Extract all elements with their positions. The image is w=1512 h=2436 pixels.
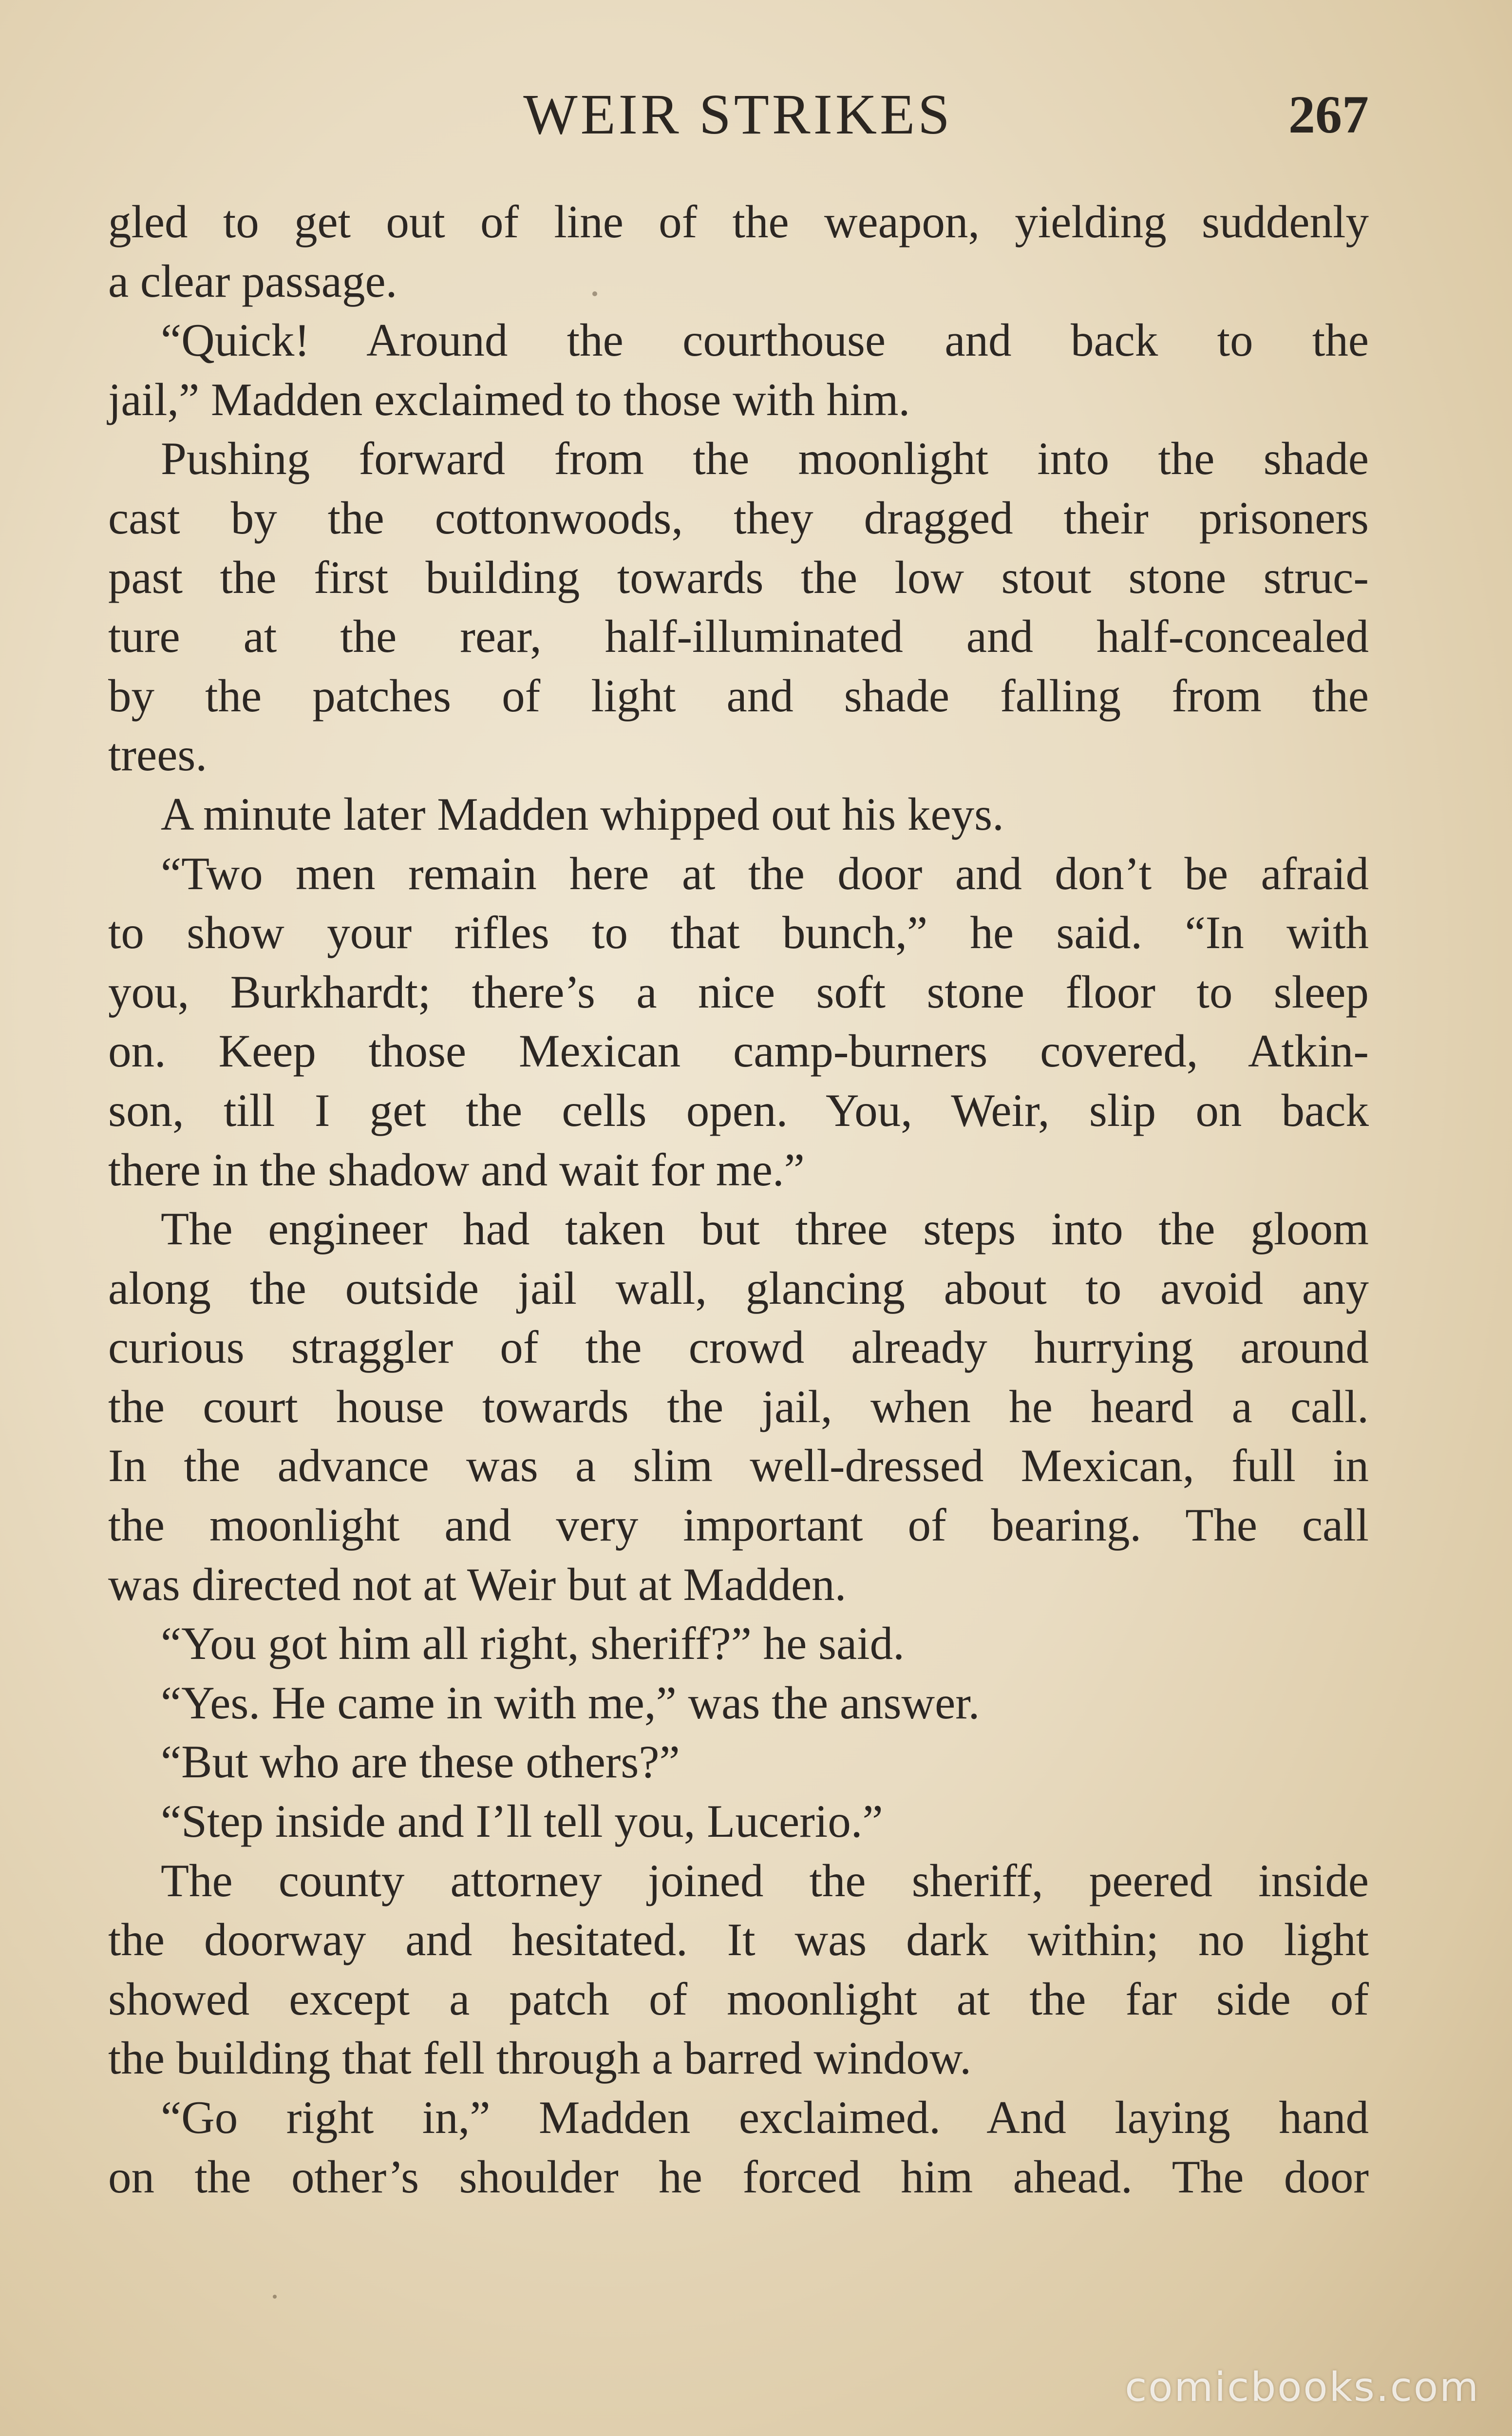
text-line: cast by the cottonwoods, they dragged their prisoners <box>108 492 1369 544</box>
text-line: Pushing forward from the moonlight into the shade <box>161 433 1369 485</box>
text-line: The engineer had taken but three steps into the gloom <box>161 1203 1369 1255</box>
text-line: the moonlight and very important of bearing. The call <box>108 1499 1369 1551</box>
text-line: A minute later Madden whipped out his keys. <box>161 788 1004 840</box>
chapter-title: WEIR STRIKES <box>523 82 953 146</box>
paper-speck <box>592 291 597 296</box>
text-line: “You got him all right, sheriff?” he said. <box>161 1618 905 1670</box>
text-line: a clear passage. <box>108 255 397 307</box>
text-line: “Go right in,” Madden exclaimed. And laying hand <box>161 2092 1369 2143</box>
text-line: “But who are these others?” <box>161 1736 680 1788</box>
text-line: along the outside jail wall, glancing about to avoid any <box>108 1262 1369 1314</box>
text-line: son, till I get the cells open. You, Weir, slip on back <box>108 1084 1369 1136</box>
text-line: gled to get out of line of the weapon, yielding suddenly <box>108 196 1369 247</box>
text-line: “Quick! Around the courthouse and back to the <box>161 314 1369 366</box>
text-line: “Step inside and I’ll tell you, Lucerio.” <box>161 1795 883 1847</box>
body-text <box>108 192 1369 2207</box>
text-line: by the patches of light and shade falling from the <box>108 669 1369 722</box>
text-line: the court house towards the jail, when he heard a call. <box>108 1380 1369 1432</box>
text-line: the building that fell through a barred window. <box>108 2032 972 2084</box>
text-line: on. Keep those Mexican camp-burners covered, Atkin- <box>108 1025 1369 1077</box>
text-line: “Yes. He came in with me,” was the answer. <box>161 1676 980 1729</box>
text-line: ture at the rear, half-illuminated and half-concealed <box>108 610 1369 663</box>
text-line: to show your rifles to that bunch,” he said. “In with <box>108 907 1369 959</box>
text-line: showed except a patch of moonlight at the far side of <box>108 1973 1369 2025</box>
text-line: there in the shadow and wait for me.” <box>108 1143 805 1196</box>
text-line: you, Burkhardt; there’s a nice soft stone floor to sleep <box>108 966 1369 1018</box>
running-head <box>107 78 1369 151</box>
watermark: comicbooks.com <box>1125 2364 1480 2411</box>
text-line: was directed not at Weir but at Madden. <box>108 1558 847 1610</box>
text-line: The county attorney joined the sheriff, peered inside <box>161 1854 1369 1906</box>
text-line: curious straggler of the crowd already hurrying around <box>108 1321 1369 1373</box>
text-line: on the other’s shoulder he forced him ahead. The door <box>108 2151 1369 2203</box>
text-line: trees. <box>108 729 208 781</box>
text-line: In the advance was a slim well-dressed Mexican, full in <box>108 1440 1369 1492</box>
page-number: 267 <box>1288 85 1369 144</box>
paper-speck <box>273 2295 277 2299</box>
text-line: jail,” Madden exclaimed to those with him. <box>108 373 910 425</box>
text-line: past the first building towards the low stout stone struc- <box>108 551 1369 603</box>
text-line: “Two men remain here at the door and don’t be afraid <box>161 847 1369 899</box>
text-line: the doorway and hesitated. It was dark within; no light <box>108 1914 1369 1966</box>
